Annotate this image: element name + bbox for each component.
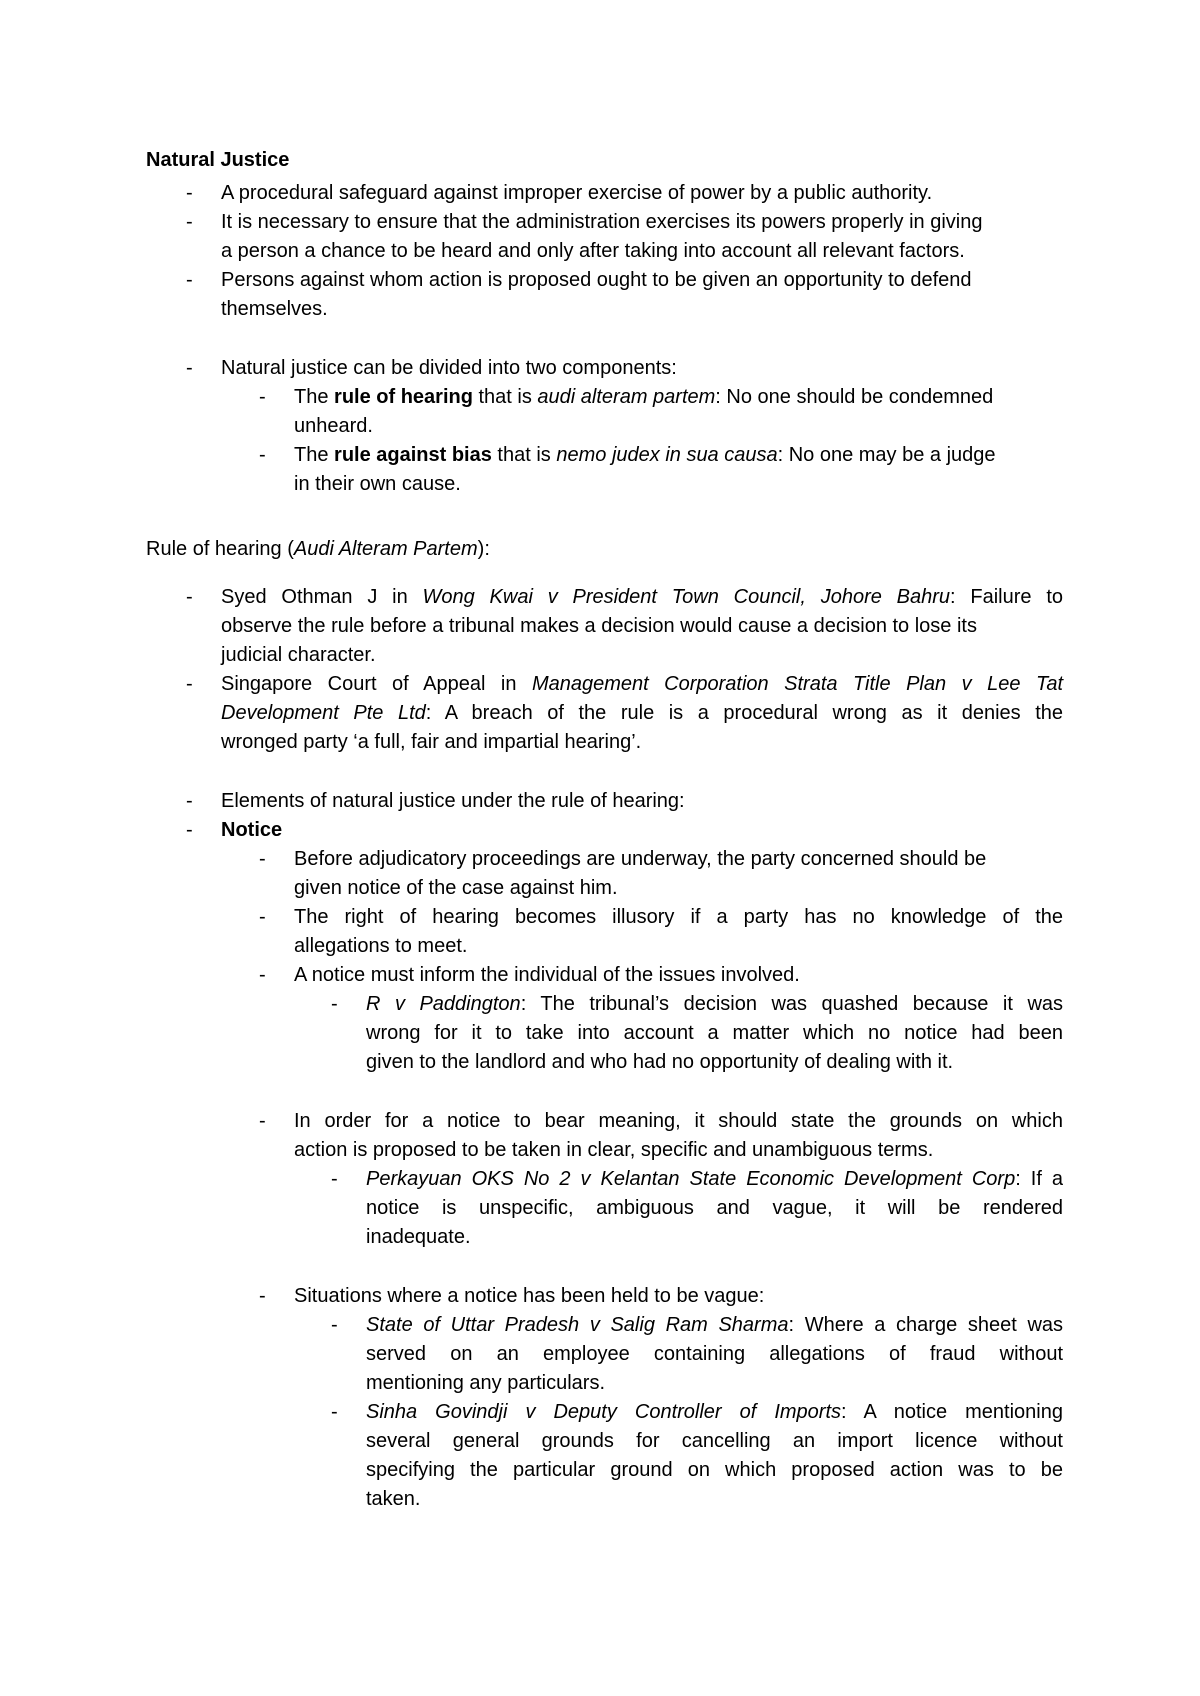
case-sinha-govindji-line-4: taken. [366, 1488, 421, 1510]
text-run: : No one should be condemned [715, 386, 994, 408]
case-perkayuan-line-3: inadequate. [366, 1226, 471, 1248]
elements-intro: Elements of natural justice under the rule of hearing: [221, 790, 685, 812]
component-rule-of-hearing [294, 384, 993, 410]
bullet-dash: - [259, 1285, 266, 1307]
intro-bullet-3-line-1: Persons against whom action is proposed ought to be given an opportunity to defend [221, 269, 972, 291]
intro-bullet-1: A procedural safeguard against improper exercise of power by a public authority. [221, 182, 933, 204]
component-rule-against-bias [294, 442, 996, 468]
case-lee-tat-line-3: wronged party ‘a full, fair and impartial hearing’. [221, 731, 642, 753]
bullet-dash: - [259, 906, 266, 928]
text-run: The [294, 444, 335, 466]
case-name: Development Pte Ltd [221, 702, 426, 724]
case-wong-kwai-line-1 [221, 584, 1063, 610]
text-run: that is [472, 386, 538, 408]
case-salig-ram-line-3: mentioning any particulars. [366, 1372, 606, 1394]
text-run: that is [491, 444, 557, 466]
case-lee-tat-line-1 [221, 671, 1063, 697]
case-wong-kwai-line-2: observe the rule before a tribunal makes a decision would cause a decision to lose its [221, 615, 977, 637]
case-perkayuan-line-2: notice is unspecific, ambiguous and vague, it will be rendered [366, 1197, 1063, 1219]
bullet-dash: - [259, 964, 266, 986]
text-run: Singapore Court of Appeal in [221, 673, 532, 695]
case-sinha-govindji-line-1 [366, 1399, 1063, 1425]
latin-maxim: audi alteram partem [537, 386, 716, 408]
notice-point-2-line-1: The right of hearing becomes illusory if a party has no knowledge of the [294, 906, 1063, 928]
latin-maxim: nemo judex in sua causa [556, 444, 778, 466]
page-title: Natural Justice [146, 149, 290, 171]
case-name: Perkayuan OKS No 2 v Kelantan State Economic Development Corp [366, 1168, 1016, 1190]
bullet-dash: - [186, 673, 193, 695]
bullet-dash: - [259, 444, 266, 466]
text-run: ): [477, 538, 490, 560]
case-name: Sinha Govindji v Deputy Controller of Imports [366, 1401, 841, 1423]
bold-term: rule of hearing [334, 386, 473, 408]
case-paddington-line-3: given to the landlord and who had no opportunity of dealing with it. [366, 1051, 954, 1073]
bullet-dash: - [186, 211, 193, 233]
text-run: The [294, 386, 335, 408]
bullet-dash: - [331, 1314, 338, 1336]
case-sinha-govindji-line-2: several general grounds for cancelling an import licence without [366, 1430, 1063, 1452]
bullet-dash: - [259, 386, 266, 408]
bullet-dash: - [259, 848, 266, 870]
intro-bullet-3-line-2: themselves. [221, 298, 328, 320]
case-name: State of Uttar Pradesh v Salig Ram Sharma [366, 1314, 789, 1336]
bullet-dash: - [331, 993, 338, 1015]
bullet-dash: - [186, 269, 193, 291]
intro-bullet-4: Natural justice can be divided into two components: [221, 357, 677, 379]
case-lee-tat-line-2 [221, 700, 1063, 726]
bullet-dash: - [186, 790, 193, 812]
case-sinha-govindji-line-3: specifying the particular ground on which proposed action was to be [366, 1459, 1063, 1481]
bullet-dash: - [331, 1168, 338, 1190]
intro-bullet-2-line-1: It is necessary to ensure that the administration exercises its powers properly in giving [221, 211, 983, 233]
bullet-dash: - [186, 182, 193, 204]
latin-maxim: Audi Alteram Partem [293, 538, 478, 560]
case-salig-ram-line-1 [366, 1312, 1063, 1338]
notice-heading: Notice [221, 819, 283, 841]
notice-point-2-line-2: allegations to meet. [294, 935, 468, 957]
case-salig-ram-line-2: served on an employee containing allegations of fraud without [366, 1343, 1063, 1365]
text-run: : No one may be a judge [777, 444, 996, 466]
notice-point-4-line-1: In order for a notice to bear meaning, it should state the grounds on which [294, 1110, 1063, 1132]
bold-term: rule against bias [334, 444, 492, 466]
text-run: : A breach of the rule is a procedural wrong as it denies the [425, 702, 1063, 724]
text-run: : Where a charge sheet was [788, 1314, 1064, 1336]
text-run: : If a [1015, 1168, 1063, 1190]
intro-bullet-2-line-2: a person a chance to be heard and only after taking into account all relevant factors. [221, 240, 965, 262]
text-run: : The tribunal’s decision was quashed because it was [520, 993, 1064, 1015]
case-name: Management Corporation Strata Title Plan v Lee Tat [531, 673, 1063, 695]
text-run: : Failure to [950, 586, 1063, 608]
case-wong-kwai-line-3: judicial character. [221, 644, 376, 666]
notice-point-1-line-2: given notice of the case against him. [294, 877, 618, 899]
notice-point-3: A notice must inform the individual of the issues involved. [294, 964, 800, 986]
component-rule-against-bias-line-2: in their own cause. [294, 473, 461, 495]
case-perkayuan-line-1 [366, 1166, 1063, 1192]
case-paddington-line-2: wrong for it to take into account a matter which no notice had been [366, 1022, 1063, 1044]
case-paddington-line-1 [366, 991, 1063, 1017]
notice-point-5: Situations where a notice has been held to be vague: [294, 1285, 765, 1307]
bullet-dash: - [186, 586, 193, 608]
text-run: Syed Othman J in [221, 586, 423, 608]
notice-point-4-line-2: action is proposed to be taken in clear, specific and unambiguous terms. [294, 1139, 934, 1161]
section-heading [146, 536, 490, 562]
bullet-dash: - [259, 1110, 266, 1132]
case-name: Wong Kwai v President Town Council, Johore Bahru [422, 586, 951, 608]
bullet-dash: - [331, 1401, 338, 1423]
bullet-dash: - [186, 819, 193, 841]
component-rule-of-hearing-line-2: unheard. [294, 415, 373, 437]
text-run: Rule of hearing ( [146, 538, 294, 560]
text-run: : A notice mentioning [841, 1401, 1063, 1423]
bullet-dash: - [186, 357, 193, 379]
case-name: R v Paddington [366, 993, 521, 1015]
notice-point-1-line-1: Before adjudicatory proceedings are underway, the party concerned should be [294, 848, 987, 870]
